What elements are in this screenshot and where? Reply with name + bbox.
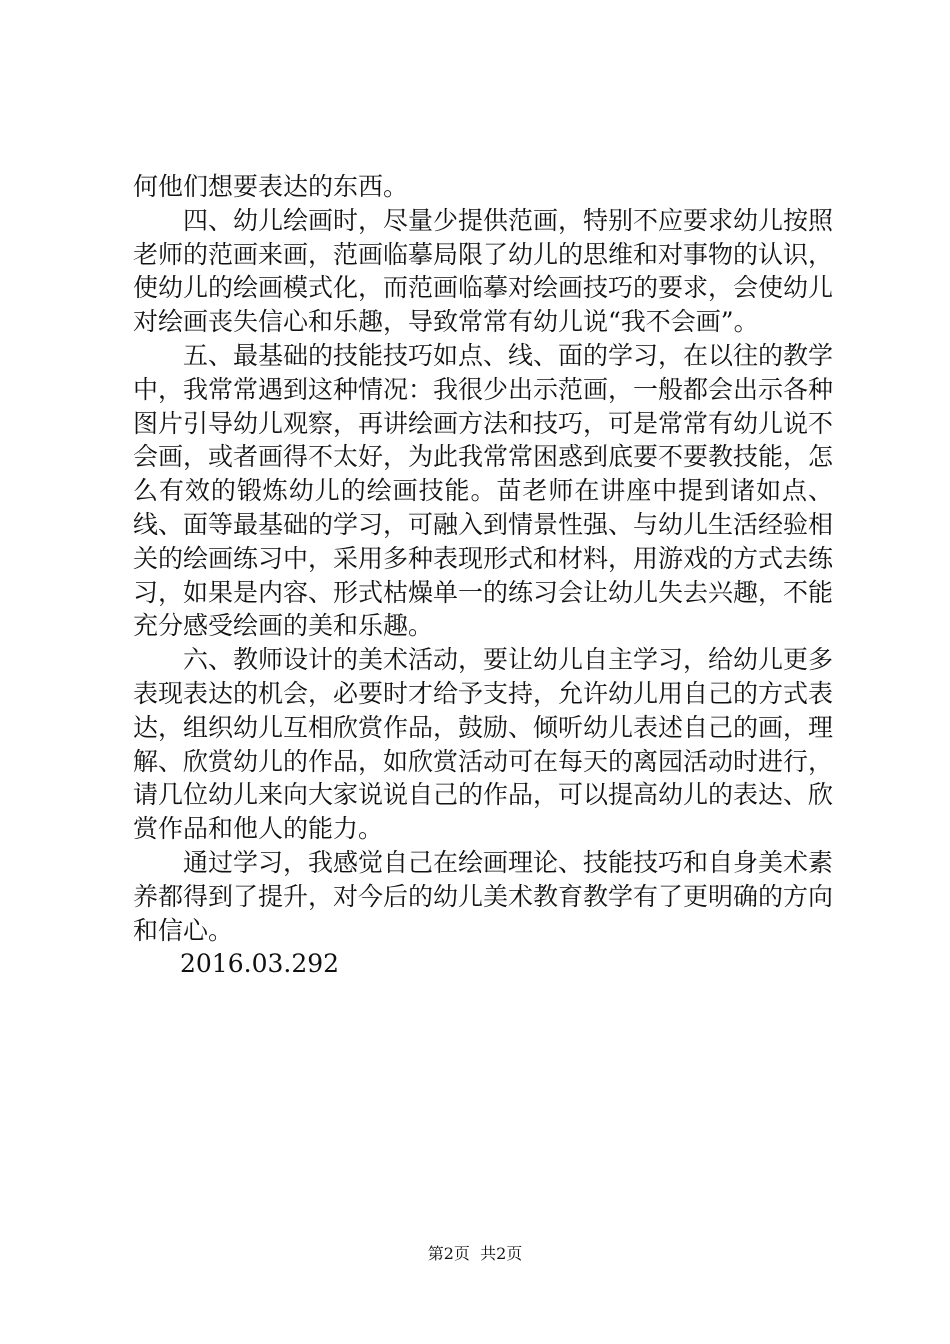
paragraph-point-six: 六、教师设计的美术活动，要让幼儿自主学习，给幼儿更多表现表达的机会，必要时才给予支持，允许幼儿用自己的方式表达，组织幼儿互相欣赏作品，鼓励、倾听幼儿表述自己的画，理解、欣赏幼儿的作品，如欣赏活动可在每天的离园活动时进行，请几位幼儿来向大家说说自己的作品，可以提高幼儿的表达、欣赏作品和他人的能力。 bbox=[133, 645, 834, 844]
paragraph-point-four: 四、幼儿绘画时，尽量少提供范画，特别不应要求幼儿按照老师的范画来画，范画临摹局限了幼儿的思维和对事物的认识，使幼儿的绘画模式化，而范画临摹对绘画技巧的要求，会使幼儿对绘画丧失信心和乐趣，导致常常有幼儿说“我不会画”。 bbox=[133, 205, 834, 337]
paragraph-point-five: 五、最基础的技能技巧如点、线、面的学习，在以往的教学中，我常常遇到这种情况：我很少出示范画，一般都会出示各种图片引导幼儿观察，再讲绘画方法和技巧，可是常常有幼儿说不会画，或者画得不太好，为此我常常困惑到底要不要教技能，怎么有效的锻炼幼儿的绘画技能。苗老师在讲座中提到诸如点、线、面等最基础的学习，可融入到情景性强、与幼儿生活经验相关的绘画练习中，采用多种表现形式和材料，用游戏的方式去练习，如果是内容、形式枯燥单一的练习会让幼儿失去兴趣，不能充分感受绘画的美和乐趣。 bbox=[133, 340, 834, 641]
paragraph-conclusion: 通过学习，我感觉自己在绘画理论、技能技巧和自身美术素养都得到了提升，对今后的幼儿美术教育教学有了更明确的方向和信心。 bbox=[133, 847, 834, 945]
page-number-label: 第2页 共2页 bbox=[427, 1244, 523, 1263]
document-date: 2016.03.292 bbox=[180, 949, 340, 979]
paragraph-continuation: 何他们想要表达的东西。 bbox=[133, 172, 409, 201]
document-body bbox=[133, 170, 833, 981]
page-footer bbox=[0, 1244, 950, 1264]
